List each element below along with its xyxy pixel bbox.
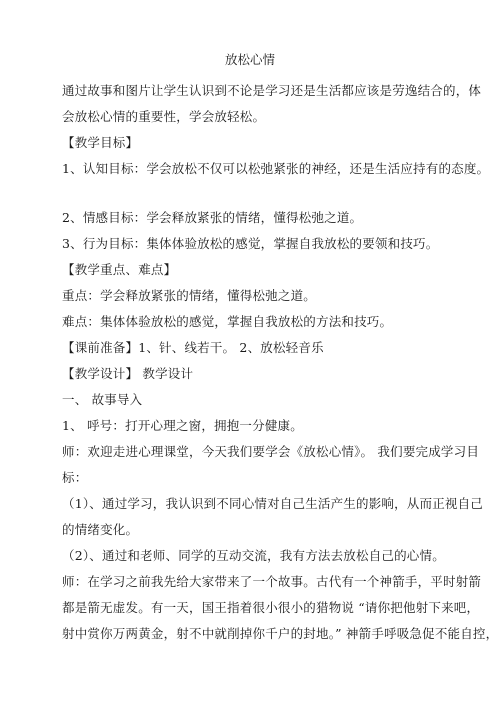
page-title: 放松心情 (224, 52, 275, 67)
teacher-line-2: 标： (62, 470, 88, 485)
step-1: 1、 呼号：打开心理之窗，拥抱一分健康。 (62, 418, 303, 433)
teacher-line-1: 师：欢迎走进心理课堂，今天我们要学会《放松心情》。 我们要完成学习目 (62, 444, 480, 459)
keypoint-key: 重点：学会释放紧张的情绪，懂得松弛之道。 (62, 288, 317, 303)
keypoints-heading: 【教学重点、难点】 (62, 262, 177, 277)
objective-2: （2）、通过和老师、同学的互动交流，我有方法去放松自己的心情。 (62, 548, 445, 563)
intro-line-1: 通过故事和图片让学生认识到不论是学习还是生活都应该是劳逸结合的，体 (62, 83, 482, 98)
goal-item-2: 2、情感目标：学会释放紧张的情绪，懂得松弛之道。 (62, 210, 363, 225)
objective-1-line-2: 的情绪变化。 (62, 522, 139, 537)
keypoint-difficult: 难点：集体体验放松的感觉，掌握自我放松的方法和技巧。 (62, 314, 393, 329)
story-line-2: 都是箭无虚发。有一天，国王指着很小很小的猎物说 “请你把他射下来吧， (62, 600, 480, 615)
design-heading: 【教学设计】 教学设计 (62, 366, 194, 381)
goal-item-3: 3、行为目标：集体体验放松的感觉，掌握自我放松的要领和技巧。 (62, 236, 439, 251)
goals-heading: 【教学目标】 (62, 135, 139, 150)
goal-item-1: 1、认知目标：学会放松不仅可以松弛紧张的神经，还是生活应持有的态度。 (62, 161, 490, 176)
objective-1-line-1: （1）、通过学习，我认识到不同心情对自己生活产生的影响，从而正视自己 (62, 496, 484, 511)
intro-line-2: 会放松心情的重要性，学会放轻松。 (62, 109, 266, 124)
prep-line: 【课前准备】1、针、线若干。 2、放松轻音乐 (62, 340, 324, 355)
section-1-heading: 一、 故事导入 (62, 392, 143, 407)
story-line-1: 师：在学习之前我先给大家带来了一个故事。古代有一个神箭手，平时射箭 (62, 574, 482, 589)
story-line-3: 射中赏你万两黄金，射不中就削掉你千户的封地。” 神箭手呼吸急促不能自控， (62, 626, 499, 641)
